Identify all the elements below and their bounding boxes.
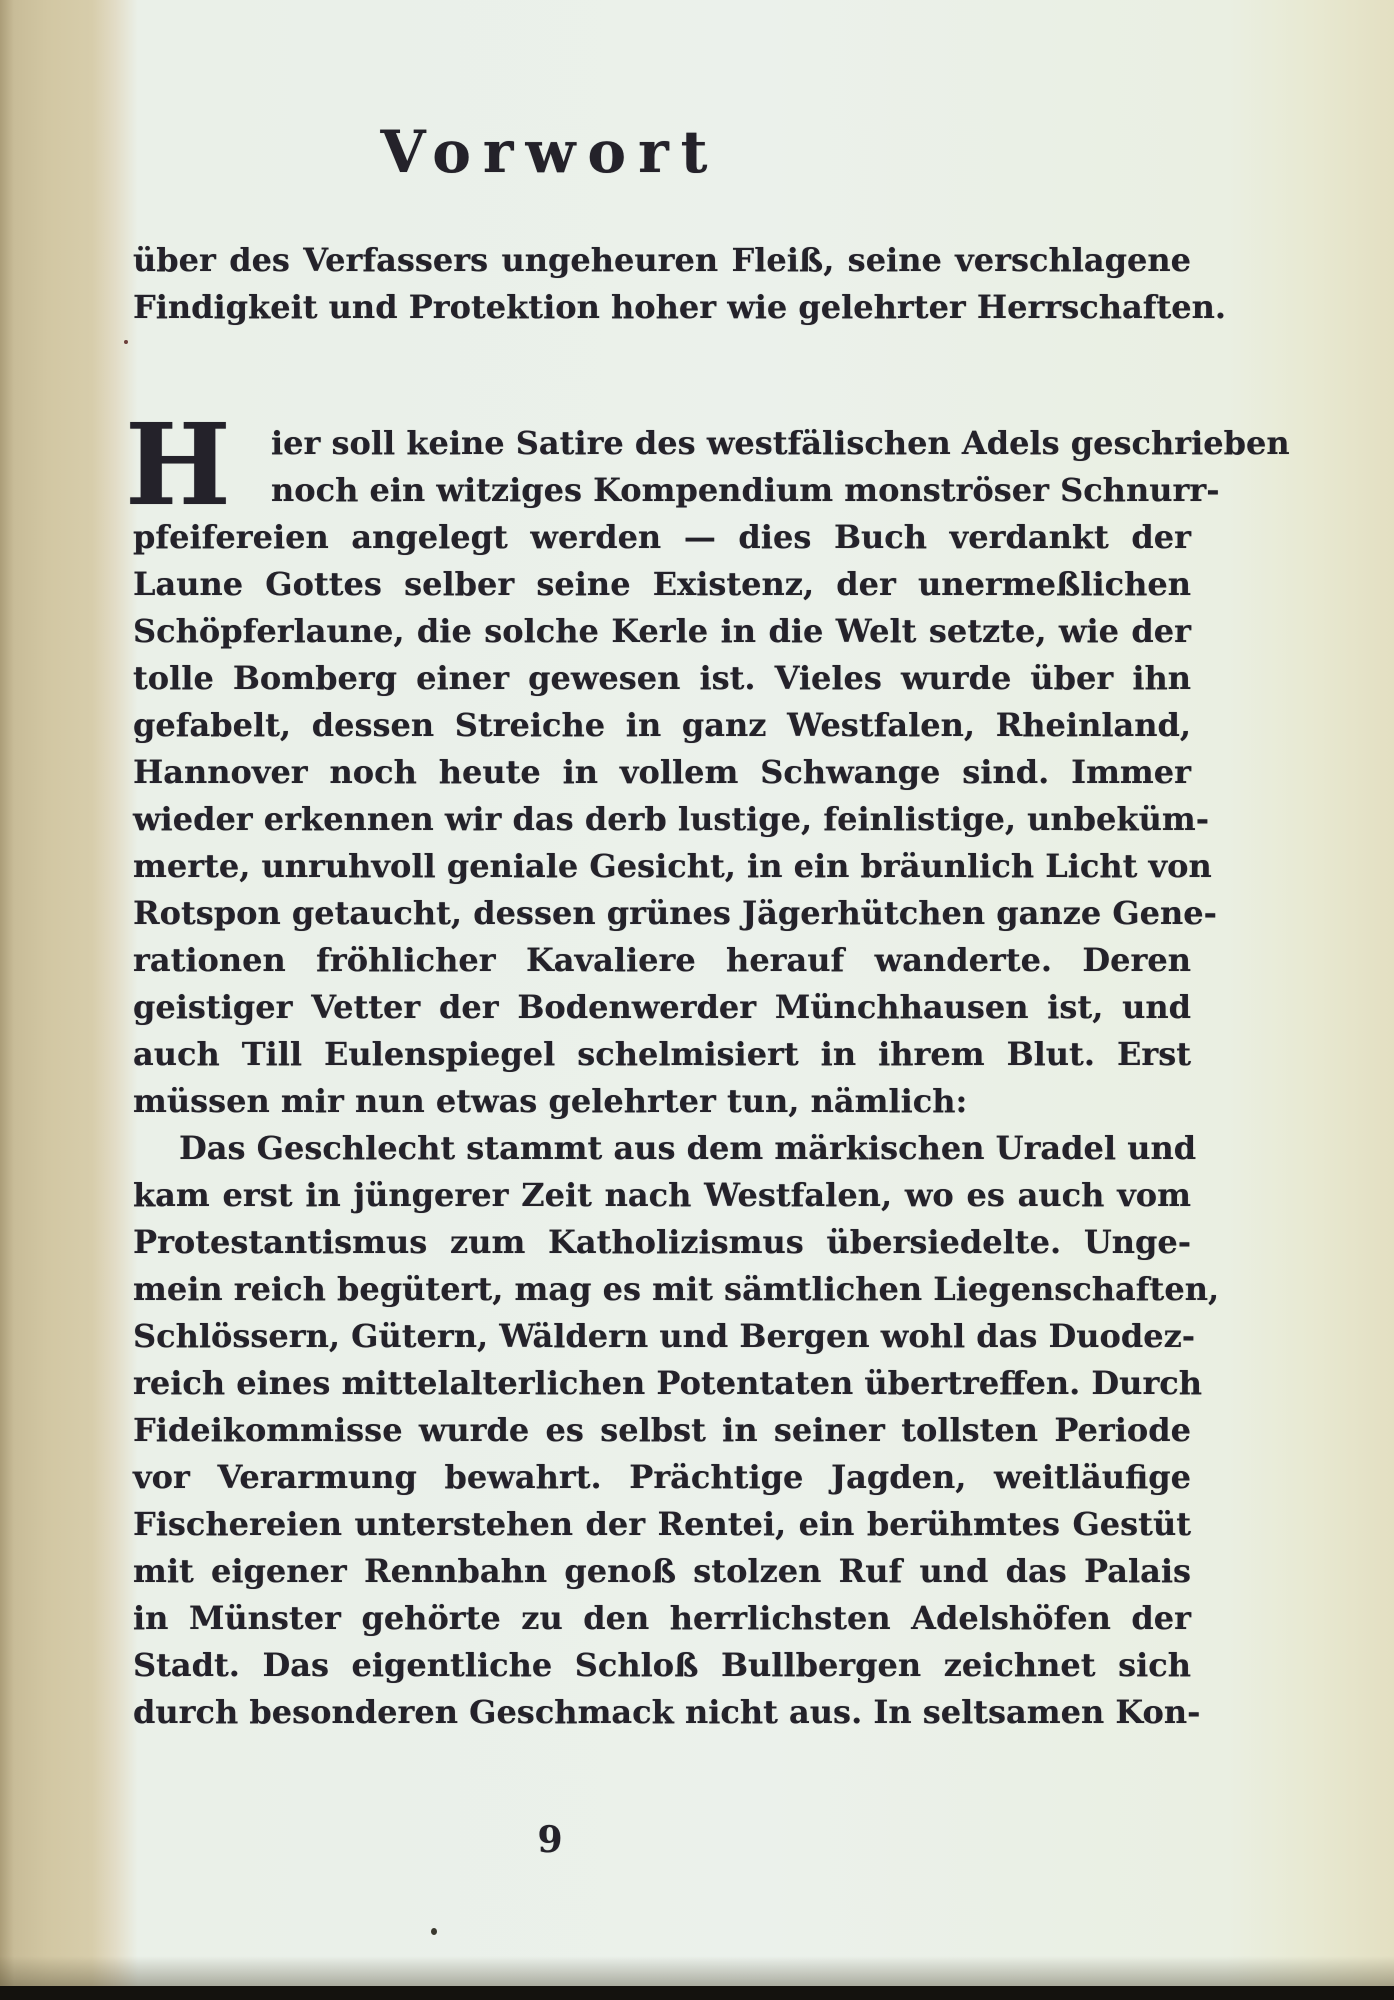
dropcap-initial: H bbox=[125, 400, 231, 531]
page-bottom-shadow bbox=[0, 1956, 1394, 1986]
text-line: auch Till Eulenspiegel schelmisiert in ihrem Blut. Erst bbox=[133, 1035, 1191, 1073]
text-line: Fischereien unterstehen der Rentei, ein berühmtes Gestüt bbox=[133, 1505, 1191, 1543]
text-line: durch besonderen Geschmack nicht aus. In seltsamen Kon- bbox=[133, 1693, 1201, 1731]
text-line: Schöpferlaune, die solche Kerle in die Welt setzte, wie der bbox=[133, 612, 1191, 650]
text-line: Das Geschlecht stammt aus dem märkischen Uradel und bbox=[179, 1129, 1197, 1167]
text-line: Protestantismus zum Katholizismus übersiedelte. Unge- bbox=[133, 1223, 1191, 1261]
text-line: mein reich begütert, mag es mit sämtlichen Liegenschaften, bbox=[133, 1270, 1220, 1308]
text-line: tolle Bomberg einer gewesen ist. Vieles wurde über ihn bbox=[133, 659, 1191, 697]
scan-edge-bottom bbox=[0, 1986, 1394, 2000]
text-line: Schlössern, Gütern, Wäldern und Bergen wohl das Duodez- bbox=[133, 1317, 1196, 1355]
text-line: wieder erkennen wir das derb lustige, feinlistige, unbeküm- bbox=[133, 800, 1209, 838]
text-line: Stadt. Das eigentliche Schloß Bullbergen zeichnet sich bbox=[133, 1646, 1191, 1684]
chapter-title-wrap bbox=[280, 120, 820, 184]
text-line: ier soll keine Satire des westfälischen Adels geschrieben bbox=[271, 424, 1290, 462]
ink-speck bbox=[124, 340, 128, 344]
text-line: vor Verarmung bewahrt. Prächtige Jagden, weitläufige bbox=[133, 1458, 1191, 1496]
text-line: Fideikommisse wurde es selbst in seiner tollsten Periode bbox=[133, 1411, 1191, 1449]
text-line: gefabelt, dessen Streiche in ganz Westfalen, Rheinland, bbox=[133, 706, 1191, 744]
text-line: kam erst in jüngerer Zeit nach Westfalen, wo es auch vom bbox=[133, 1176, 1191, 1214]
body-text bbox=[125, 400, 1290, 1736]
text-line: mit eigener Rennbahn genoß stolzen Ruf und das Palais bbox=[133, 1552, 1191, 1590]
ink-speck bbox=[431, 1928, 437, 1935]
page-number: 9 bbox=[537, 1819, 563, 1861]
text-line: Findigkeit und Protektion hoher wie gelehrter Herrschaften. bbox=[133, 288, 1227, 326]
text-line: Rotspon getaucht, dessen grünes Jägerhütchen ganze Gene- bbox=[133, 894, 1217, 932]
text-line: reich eines mittelalterlichen Potentaten übertreffen. Durch bbox=[133, 1364, 1203, 1402]
text-line: rationen fröhlicher Kavaliere herauf wanderte. Deren bbox=[133, 941, 1191, 979]
text-line: pfeifereien angelegt werden — dies Buch verdankt der bbox=[133, 518, 1191, 556]
chapter-subtitle bbox=[133, 237, 1227, 331]
text-line: noch ein witziges Kompendium monströser Schnurr- bbox=[271, 471, 1220, 509]
text-line: geistiger Vetter der Bodenwerder Münchhausen ist, und bbox=[133, 988, 1191, 1026]
text-line: merte, unruhvoll geniale Gesicht, in ein bräunlich Licht von bbox=[133, 847, 1212, 885]
text-line: über des Verfassers ungeheuren Fleiß, seine verschlagene bbox=[133, 241, 1191, 279]
text-line: Hannover noch heute in vollem Schwange sind. Immer bbox=[133, 753, 1191, 791]
chapter-title: Vorwort bbox=[380, 118, 720, 186]
text-line: in Münster gehörte zu den herrlichsten Adelshöfen der bbox=[133, 1599, 1191, 1637]
text-line: müssen mir nun etwas gelehrter tun, nämlich: bbox=[133, 1082, 968, 1120]
text-line: Laune Gottes selber seine Existenz, der unermeßlichen bbox=[133, 565, 1191, 603]
